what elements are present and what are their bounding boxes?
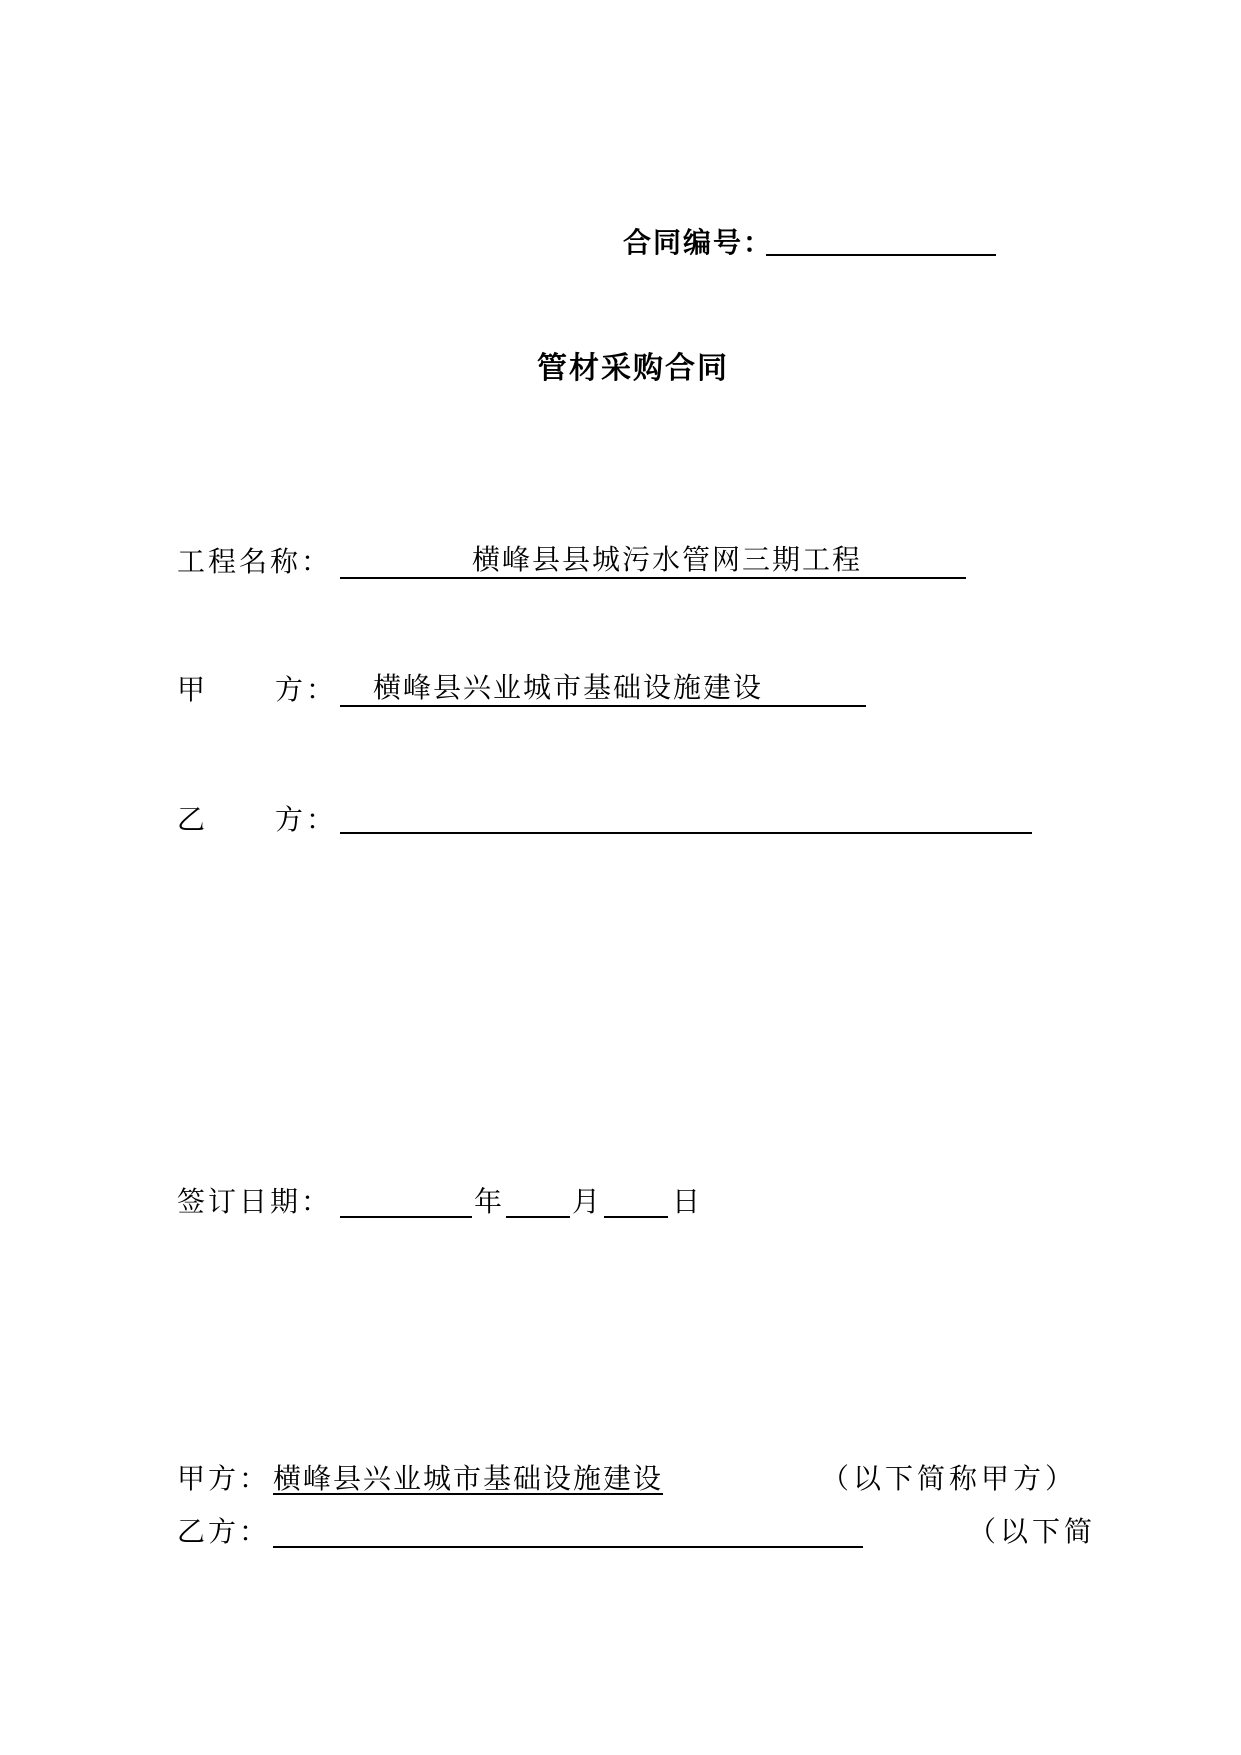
party-b-label-right: 方： — [275, 803, 338, 836]
intro-party-a-suffix: （以下简称甲方） — [821, 1462, 1078, 1495]
sign-date-month-line — [506, 1216, 570, 1218]
party-a-line — [340, 705, 866, 707]
sign-date-label: 签订日期： — [177, 1185, 333, 1218]
sign-date-day: 日 — [672, 1185, 704, 1218]
page-title: 管材采购合同 — [537, 351, 729, 386]
sign-date-year: 年 — [474, 1185, 506, 1218]
intro-party-a-value: 横峰县兴业城市基础设施建设 — [273, 1462, 664, 1495]
sign-date-day-line — [604, 1216, 668, 1218]
contract-no-label: 合同编号： — [623, 226, 774, 259]
intro-party-b-line — [273, 1546, 863, 1548]
party-a-value: 横峰县兴业城市基础设施建设 — [373, 671, 764, 704]
sign-date-year-line — [340, 1216, 472, 1218]
project-line — [340, 577, 966, 579]
intro-party-b-suffix: （以下简 — [968, 1515, 1097, 1548]
intro-party-b-label: 乙方： — [177, 1515, 271, 1548]
party-a-label-right: 方： — [275, 673, 338, 706]
contract-no-line — [766, 254, 996, 256]
sign-date-month: 月 — [572, 1185, 604, 1218]
party-b-line — [340, 832, 1032, 834]
intro-party-a-label: 甲方： — [177, 1462, 271, 1495]
project-label: 工程名称： — [177, 545, 333, 578]
party-a-label-left: 甲 — [177, 673, 209, 706]
project-value: 横峰县县城污水管网三期工程 — [472, 543, 863, 576]
party-b-label-left: 乙 — [177, 803, 209, 836]
